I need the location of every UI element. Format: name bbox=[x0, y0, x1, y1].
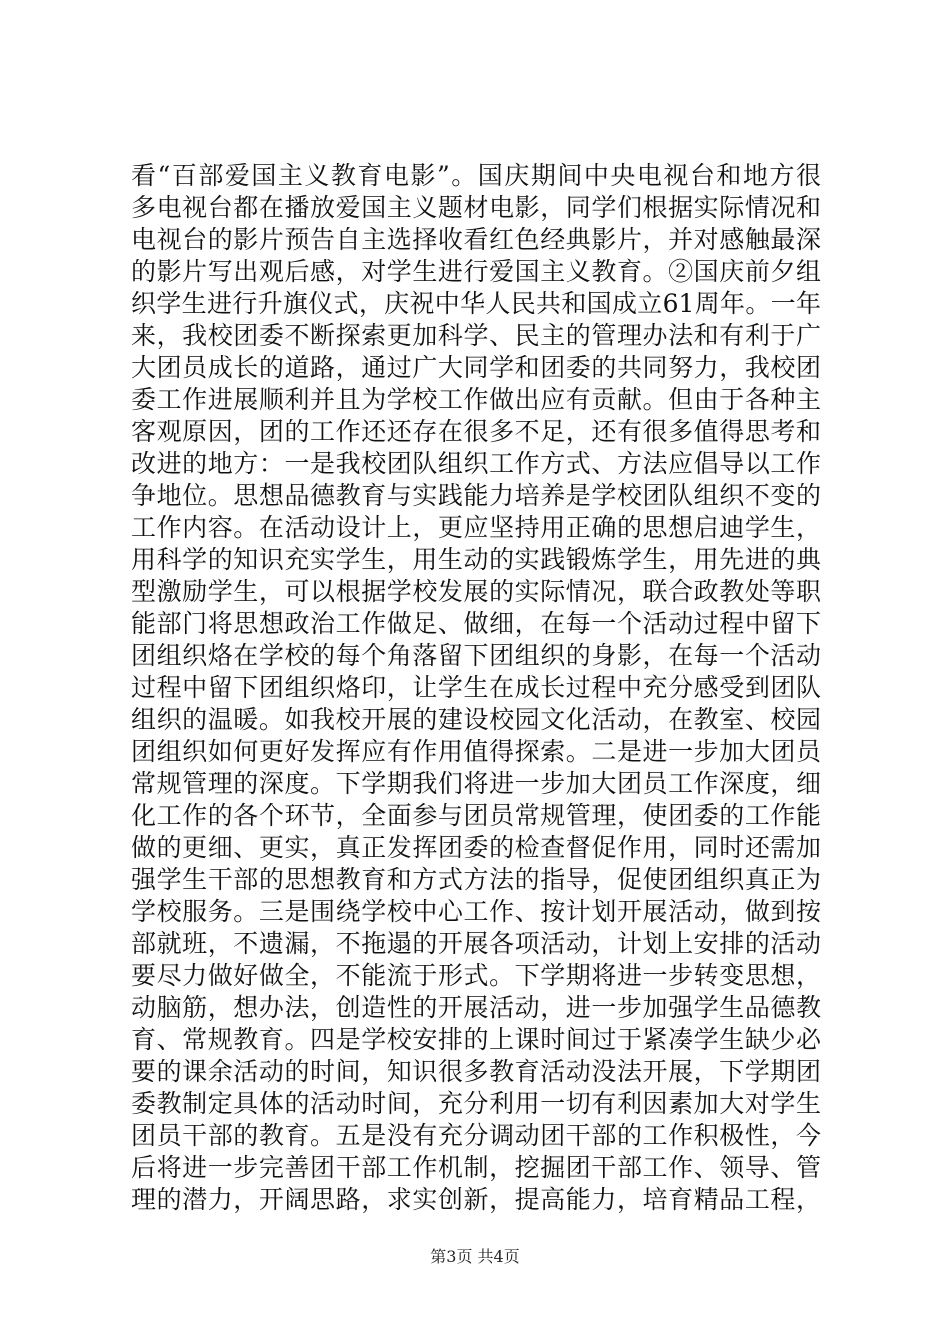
text-line: 委教制定具体的活动时间，充分利用一切有利因素加大对学生 bbox=[131, 1089, 821, 1118]
text-line: 看“百部爱国主义教育电影”。国庆期间中央电视台和地方很 bbox=[131, 161, 821, 190]
text-line: 能部门将思想政治工作做足、做细，在每一个活动过程中留下 bbox=[131, 609, 821, 638]
text-line: 的影片写出观后感，对学生进行爱国主义教育。②国庆前夕组 bbox=[131, 257, 821, 286]
text-line: 委工作进展顺利并且为学校工作做出应有贡献。但由于各种主 bbox=[131, 385, 821, 414]
text-line: 团组织烙在学校的每个角落留下团组织的身影，在每一个活动 bbox=[131, 641, 821, 670]
text-line: 强学生干部的思想教育和方式方法的指导，促使团组织真正为 bbox=[131, 865, 821, 894]
text-line: 后将进一步完善团干部工作机制，挖掘团干部工作、领导、管 bbox=[131, 1153, 821, 1182]
text-line: 多电视台都在播放爱国主义题材电影，同学们根据实际情况和 bbox=[131, 193, 821, 222]
text-line: 育、常规教育。四是学校安排的上课时间过于紧凑学生缺少必 bbox=[131, 1025, 821, 1054]
text-line: 电视台的影片预告自主选择收看红色经典影片，并对感触最深 bbox=[131, 225, 821, 254]
text-line: 织学生进行升旗仪式，庆祝中华人民共和国成立61周年。一年 bbox=[131, 289, 821, 318]
text-line: 部就班，不遗漏，不拖遢的开展各项活动，计划上安排的活动 bbox=[131, 929, 821, 958]
text-line: 改进的地方：一是我校团队组织工作方式、方法应倡导以工作 bbox=[131, 449, 821, 478]
text-line: 来，我校团委不断探索更加科学、民主的管理办法和有利于广 bbox=[131, 321, 821, 350]
text-line: 大团员成长的道路，通过广大同学和团委的共同努力，我校团 bbox=[131, 353, 821, 382]
text-line: 团员干部的教育。五是没有充分调动团干部的工作积极性，今 bbox=[131, 1121, 821, 1150]
text-line: 过程中留下团组织烙印，让学生在成长过程中充分感受到团队 bbox=[131, 673, 821, 702]
text-line: 化工作的各个环节，全面参与团员常规管理，使团委的工作能 bbox=[131, 801, 821, 830]
text-line: 用科学的知识充实学生，用生动的实践锻炼学生，用先进的典 bbox=[131, 545, 821, 574]
text-line: 组织的温暖。如我校开展的建设校园文化活动，在教室、校园 bbox=[131, 705, 821, 734]
text-line: 学校服务。三是围绕学校中心工作、按计划开展活动，做到按 bbox=[131, 897, 821, 926]
page-footer: 第3页 共4页 bbox=[430, 1247, 520, 1266]
text-line: 动脑筋，想办法，创造性的开展活动，进一步加强学生品德教 bbox=[131, 993, 821, 1022]
text-line: 型激励学生，可以根据学校发展的实际情况，联合政教处等职 bbox=[131, 577, 821, 606]
text-line: 要的课余活动的时间，知识很多教育活动没法开展，下学期团 bbox=[131, 1057, 821, 1086]
text-line: 工作内容。在活动设计上，更应坚持用正确的思想启迪学生， bbox=[131, 513, 821, 542]
text-line: 争地位。思想品德教育与实践能力培养是学校团队组织不变的 bbox=[131, 481, 821, 510]
text-line: 理的潜力，开阔思路，求实创新，提高能力，培育精品工程， bbox=[131, 1185, 821, 1214]
text-line: 做的更细、更实，真正发挥团委的检查督促作用，同时还需加 bbox=[131, 833, 821, 862]
text-line: 常规管理的深度。下学期我们将进一步加大团员工作深度，细 bbox=[131, 769, 821, 798]
body-text bbox=[131, 160, 821, 1216]
text-line: 团组织如何更好发挥应有作用值得探索。二是进一步加大团员 bbox=[131, 737, 821, 766]
text-line: 要尽力做好做全，不能流于形式。下学期将进一步转变思想， bbox=[131, 961, 821, 990]
text-line: 客观原因，团的工作还还存在很多不足，还有很多值得思考和 bbox=[131, 417, 821, 446]
